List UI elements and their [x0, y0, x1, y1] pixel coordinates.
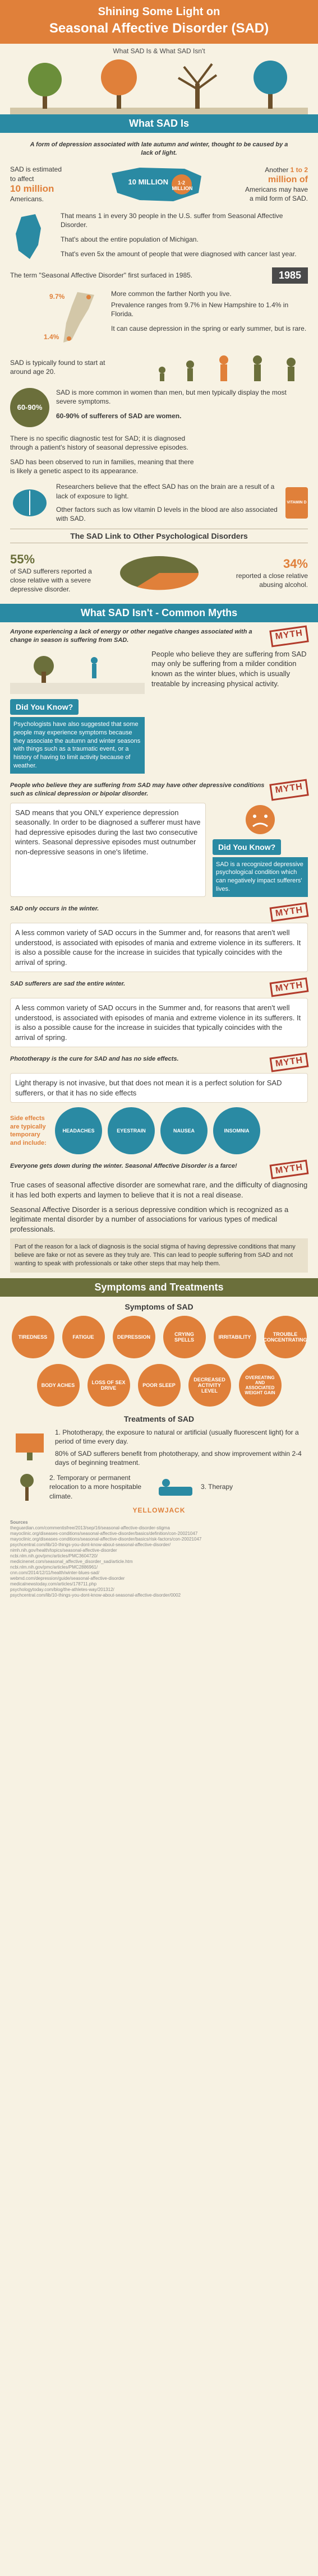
section-myths	[0, 604, 318, 622]
women-block	[10, 388, 308, 427]
link-section	[0, 529, 318, 604]
myth-5-badge: MYTH	[269, 1053, 308, 1072]
myth-2-quote: People who believe they are suffering from SAD may have other depressive conditions such as clinical depression or bipolar disorder.	[10, 781, 265, 797]
lamp-icon	[10, 1428, 49, 1462]
myth-3-quote: SAD only occurs in the winter.	[10, 905, 99, 912]
source-link[interactable]: medicinenet.com/seasonal_affective_disorder_sad/article.htm	[10, 1559, 133, 1565]
myth-1	[10, 628, 308, 645]
source-link[interactable]: ncbi.nlm.nih.gov/pmc/articles/PMC2886961/	[10, 1565, 98, 1570]
myth-1-left	[10, 649, 145, 774]
myth-5	[10, 1055, 308, 1070]
women-2: 60-90% of sufferers of SAD are women.	[56, 412, 182, 420]
north-2: Prevalence ranges from 9.7% in New Hampshire to 1.4% in Florida.	[111, 300, 289, 318]
research-block	[10, 482, 308, 523]
side-effect-eyestrain: EYESTRAIN	[108, 1107, 155, 1154]
people-ages-icon	[151, 353, 308, 381]
east-coast-map	[10, 289, 105, 345]
link-left	[10, 552, 94, 594]
did-you-know-2-note: SAD is a recognized depressive psychological condition which can negatively impact sufferers' lives.	[213, 857, 308, 897]
section-heading: What SAD Is	[128, 118, 189, 129]
symptom-crying: CRYING SPELLS	[163, 1316, 206, 1358]
myths-heading: What SAD Isn't - Common Myths	[80, 607, 238, 619]
myth-1-quote: Anyone experiencing a lack of energy or other negative changes associated with a change in season is suffering from SAD.	[10, 628, 252, 644]
age-20: SAD is typically found to start at around age 20.	[10, 358, 105, 376]
symptom-irritability: IRRITABILITY	[214, 1316, 256, 1358]
research-2: Other factors such as low vitamin D levels in the blood are also associated with SAD.	[56, 505, 278, 522]
sources	[0, 1520, 318, 1604]
americans-stats	[10, 162, 308, 207]
sources-label: Sources	[10, 1520, 28, 1525]
myths-body	[0, 622, 318, 1278]
treatment-3-text: 3. Therapy	[201, 1483, 233, 1491]
source-link[interactable]: medicalnewstoday.com/articles/178711.php	[10, 1581, 97, 1587]
year-badge: 1985	[272, 267, 308, 284]
did-you-know-2: Did You Know?	[213, 839, 281, 855]
myth-1-row	[10, 649, 308, 774]
map-label-10m: 10 MILLION	[128, 177, 169, 186]
right-line1: Another 1 to 2	[265, 166, 308, 174]
michigan-icon	[10, 211, 55, 262]
treatment-2-text: 2. Temporary or permanent relocation to a more hospitable climate.	[49, 1474, 142, 1500]
link-heading: The SAD Link to Other Psychological Disorders	[10, 529, 308, 543]
north-block	[10, 289, 308, 345]
map-label-1-2m: 1-2 MILLION	[172, 179, 193, 191]
myth-6	[10, 1162, 308, 1177]
source-link[interactable]: nimh.nih.gov/health/topics/seasonal-affective-disorder	[10, 1548, 117, 1553]
women-1: SAD is more common in women than men, but men typically display the most severe symptoms.	[56, 388, 287, 405]
did-you-know-1-note: Psychologists have also suggested that some people may experience symptoms because they associate the autumn and winter seasons with things such as a traumatic event, or a history of having to limit activity because of weather.	[10, 717, 145, 774]
term-year: The term "Seasonal Affective Disorder" first surfaced in 1985.	[10, 271, 193, 280]
link-right-pct: 34%	[283, 557, 308, 571]
myth-4-quote: SAD sufferers are sad the entire winter.	[10, 981, 126, 988]
myth-1-badge: MYTH	[269, 626, 309, 648]
symptom-poor-sleep: POOR SLEEP	[138, 1364, 181, 1407]
link-right	[224, 557, 308, 589]
left-line2: to affect	[10, 174, 34, 183]
family: SAD has been observed to run in families, meaning that there is likely a genetic aspect to its appearance.	[10, 458, 194, 475]
side-effect-insomnia: INSOMNIA	[213, 1107, 260, 1154]
north-1: More common the farther North you live.	[111, 289, 232, 298]
myth-6-body-3: Part of the reason for a lack of diagnosis is the social stigma of having depressive conditions that many believe are fake or not as severe as they truly are. This can lead to people suffering from SAD and not wanting to speak with professionals or take other steps that may help them.	[10, 1238, 308, 1273]
right-line3: a mild form of SAD.	[249, 194, 308, 202]
source-link[interactable]: theguardian.com/commentisfree/2013/sep/16/seasonal-affective-disorder-stigma	[10, 1525, 170, 1531]
right-big2: million of	[268, 174, 308, 184]
myth-6-quote: Everyone gets down during the winter. Seasonal Affective Disorder is a farce!	[10, 1163, 237, 1170]
source-link[interactable]: psychcentral.com/lib/10-things-you-dont-know-about-seasonal-affective-disorder/0002	[10, 1593, 181, 1598]
age-row	[10, 353, 308, 381]
symptom-concentrating: TROUBLE CONCENTRATING	[264, 1316, 307, 1358]
treatment-1-stat: 80% of SAD sufferers benefit from phototherapy, and show improvement within 2-4 days of beginning treatment.	[55, 1450, 302, 1467]
source-link[interactable]: cnn.com/2014/12/11/health/winter-blues-sad/	[10, 1570, 100, 1576]
vitamin-label: VITAMIN D	[287, 501, 307, 505]
pct-nh: 9.7%	[49, 292, 65, 300]
myth-2-right	[213, 803, 308, 897]
did-you-know-1: Did You Know?	[10, 699, 79, 715]
myth-2	[10, 781, 308, 798]
symptom-body-aches: BODY ACHES	[37, 1364, 80, 1407]
myth-3	[10, 905, 308, 919]
title-line-1: Shining Some Light on	[98, 6, 220, 18]
myth-6-body-1: True cases of seasonal affective disorder are somewhat rare, and the difficulty of diagnosing it has led both experts and laymen to believe that it is not a real disease.	[10, 1181, 308, 1200]
symptoms-heading: Symptoms and Treatments	[94, 1281, 224, 1293]
subtitle: What SAD Is & What SAD Isn't	[113, 47, 205, 55]
symptom-overeating: OVEREATING AND ASSOCIATED WEIGHT GAIN	[239, 1364, 282, 1407]
treatments-sub: Treatments of SAD	[123, 1414, 195, 1423]
myth-3-body: A less common variety of SAD occurs in the Summer and, for reasons that aren't well understood, is associated with episodes of mania and extreme violence in its sufferers. It is also a possible cause for the increase in suicides that typically coincides with the arrival of spring.	[10, 923, 308, 972]
trees-icon	[10, 58, 308, 114]
brain-icon	[10, 486, 49, 520]
side-effects-row	[10, 1107, 308, 1154]
section-what-sad-is	[0, 114, 318, 133]
side-effect-nausea: NAUSEA	[160, 1107, 208, 1154]
research-1: Researchers believe that the effect SAD has on the brain are a result of a lack of exposure to light.	[56, 483, 275, 500]
source-link[interactable]: mayoclinic.org/diseases-conditions/seasonal-affective-disorder/basics/definition/con-20021047	[10, 1531, 198, 1537]
definition: A form of depression associated with late autumn and winter, thought to be caused by a lack of light.	[30, 141, 288, 156]
link-stats	[10, 548, 308, 598]
north-3: It can cause depression in the spring or early summer, but is rare.	[111, 325, 307, 333]
vitamin-bottle	[285, 487, 308, 519]
brand-logo: YELLOWJACK	[132, 1506, 186, 1515]
myth-2-body: SAD means that you ONLY experience depression seasonally. In order to be diagnosed a sufferer must have had depressive episodes during the last two consecutive winters. Seasonal depressive episodes must outnumber non-depressive seasons in one's lifetime.	[10, 803, 206, 897]
source-link[interactable]: webmd.com/depression/guide/seasonal-affective-disorder	[10, 1576, 125, 1581]
source-link[interactable]: mayoclinic.org/diseases-conditions/seasonal-affective-disorder/basics/risk-factors/con-20021047	[10, 1537, 202, 1542]
treatment-1	[10, 1428, 308, 1468]
symptom-depression: DEPRESSION	[113, 1316, 155, 1358]
myth-2-badge: MYTH	[269, 779, 309, 801]
right-line2: Americans may have	[245, 185, 308, 193]
treatment-2-3	[10, 1473, 308, 1501]
section-symptoms	[0, 1278, 318, 1297]
pct-fl: 1.4%	[44, 332, 59, 341]
left-line3: Americans.	[10, 195, 44, 203]
myth-4	[10, 980, 308, 995]
therapy-icon	[156, 1473, 195, 1501]
symptom-sex-drive: LOSS OF SEX DRIVE	[87, 1364, 130, 1407]
link-left-text: of SAD sufferers reported a close relative with a severe depressive disorder.	[10, 567, 92, 594]
title-line-2: Seasonal Affective Disorder (SAD)	[49, 21, 269, 36]
source-link[interactable]: ncbi.nlm.nih.gov/pmc/articles/PMC3604720/	[10, 1553, 98, 1559]
myth-6-body-2: Seasonal Affective Disorder is a serious depressive condition which is recognized as a legitimate mental disorder by a number of associations for various types of medical professionals.	[10, 1205, 289, 1233]
myth-6-badge: MYTH	[269, 1160, 308, 1180]
diagnosis: There is no specific diagnostic test for SAD; it is diagnosed through a patient's history of seasonal depressive episodes.	[10, 434, 188, 451]
source-link[interactable]: psychcentral.com/lib/10-things-you-dont-know-about-seasonal-affective-disorder/	[10, 1542, 171, 1548]
left-stat	[10, 165, 89, 204]
treatment-1-text: 1. Phototherapy, the exposure to natural or artificial (usually fluorescent light) for a period of time every day.	[55, 1428, 299, 1445]
term-year-row	[10, 267, 308, 284]
myth-3-badge: MYTH	[269, 902, 308, 922]
symptom-activity: DECREASED ACTIVITY LEVEL	[188, 1364, 231, 1407]
myth-5-body: Light therapy is not invasive, but that does not mean it is a perfect solution for SAD sufferers, or that it has no side effects	[10, 1073, 308, 1103]
women-badge: 60-90%	[10, 388, 49, 427]
myth-2-row	[10, 803, 308, 897]
what-sad-is-body	[0, 133, 318, 529]
sources-list	[10, 1525, 308, 1598]
left-line1: SAD is estimated	[10, 165, 62, 174]
sad-face-icon	[213, 803, 308, 836]
michigan-block	[10, 211, 308, 262]
us-map	[106, 162, 207, 207]
symptom-fatigue: FATIGUE	[62, 1316, 105, 1358]
stat-cancer: That's even 5x the amount of people that were diagnosed with cancer last year.	[61, 250, 297, 258]
myth-4-body: A less common variety of SAD occurs in the Summer and, for reasons that aren't well understood, is associated with episodes of mania and extreme violence in its sufferers. It is also a possible cause for the increase in suicides that typically coincides with the arrival of spring.	[10, 998, 308, 1047]
right-stat	[224, 165, 308, 203]
link-left-pct: 55%	[10, 552, 35, 566]
stat-michigan: That's about the entire population of Michigan.	[61, 235, 199, 244]
seasons-trees-illustration	[10, 58, 308, 114]
palm-tree-icon	[10, 1473, 44, 1501]
symptoms-sub: Symptoms of SAD	[125, 1302, 193, 1311]
side-effects-label: Side effects are typically temporary and include:	[10, 1114, 47, 1147]
stat-1-in-30: That means 1 in every 30 people in the U.S. suffer from Seasonal Affective Disorder.	[61, 211, 283, 229]
source-link[interactable]: psychologytoday.com/blog/the-athletes-way/201312/	[10, 1587, 114, 1593]
symptoms-grid	[10, 1316, 308, 1407]
pie-icon	[114, 548, 204, 598]
myth-4-badge: MYTH	[269, 978, 308, 997]
link-right-text: reported a close relative abusing alcohol.	[236, 572, 308, 589]
symptoms-body	[0, 1297, 318, 1520]
symptom-tiredness: TIREDNESS	[12, 1316, 54, 1358]
header-banner	[0, 0, 318, 44]
left-big: 10 million	[10, 183, 54, 194]
snow-scene-icon	[10, 649, 145, 694]
side-effect-headaches: HEADACHES	[55, 1107, 102, 1154]
myth-1-body: People who believe they are suffering from SAD may only be suffering from a milder condition known as the winter blues, which is usually treatable by increasing physical activity.	[151, 649, 307, 688]
myth-5-quote: Phototherapy is the cure for SAD and has no side effects.	[10, 1056, 179, 1063]
